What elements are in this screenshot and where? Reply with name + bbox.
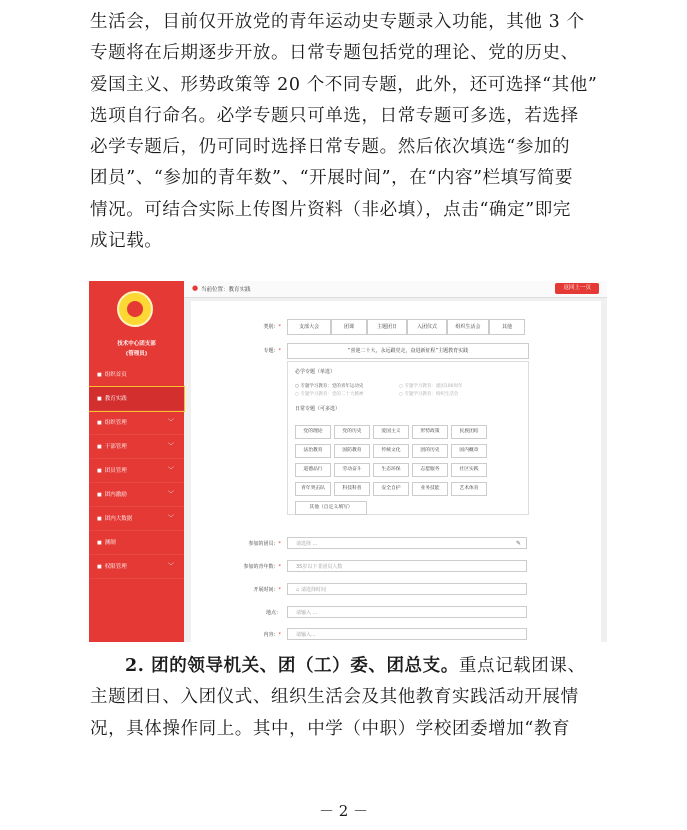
org-role: (管理员) [125, 351, 148, 357]
type-option[interactable]: 团课 [331, 319, 367, 335]
content-textarea[interactable]: 请输入... [287, 628, 527, 640]
text-line: 情况。可结合实际上传图片资料（非必填），点击“确定”即完 [90, 199, 571, 220]
required-option[interactable]: ○ 专题学习教育：党的二十大精神 [295, 392, 364, 397]
calendar-icon: ▫ [296, 587, 301, 593]
subject-field[interactable]: “喜迎二十大，永远跟党走，奋进新征程”主题教育实践 [287, 343, 529, 359]
required-topic-title: 必学专题（单选） [295, 369, 336, 375]
edit-icon[interactable]: ✎ [515, 540, 521, 547]
paragraph-1 [90, 7, 602, 257]
daily-tag[interactable]: 安全自护 [373, 482, 409, 496]
back-button[interactable]: 返回上一页 [555, 283, 599, 294]
sidebar-item-permission[interactable]: ■ 权限管理 ﹀ [89, 555, 184, 579]
chart-icon: ■ [97, 420, 102, 426]
daily-tag[interactable]: 道德品行 [295, 463, 331, 477]
text-line: 2. 团的领导机关、团（工）委、团总支。重点记载团课、 [125, 656, 586, 676]
daily-tag[interactable]: 生态环保 [373, 463, 409, 477]
daily-tag[interactable]: 国内概章 [451, 444, 487, 458]
youth-label: 参加的青年数：* [243, 564, 281, 570]
page-number: － 2 － [318, 802, 369, 820]
sidebar-item-home[interactable]: ■ 组织首页 [89, 363, 184, 387]
daily-tag[interactable]: 形势政策 [412, 425, 448, 439]
members-label: 参加的团员：* [248, 541, 281, 547]
embedded-screenshot [89, 281, 607, 642]
sidebar-item-system[interactable]: ■ 测制 [89, 531, 184, 555]
daily-tag[interactable]: 爱国主义 [373, 425, 409, 439]
text-line: 爱国主义、形势政策等 20 个不同专题，此外，还可选择“其他” [90, 74, 598, 95]
type-option[interactable]: 其他 [489, 319, 525, 335]
daily-tag[interactable]: 国防教育 [334, 444, 370, 458]
sidebar-item-incentive[interactable]: ■ 团内激励 ﹀ [89, 483, 184, 507]
daily-tag[interactable]: 民族团结 [451, 425, 487, 439]
org-name: 技术中心团支部 [117, 341, 156, 347]
text-line: 专题将在后期逐步开放。日常专题包括党的理论、党的历史、 [90, 43, 579, 64]
folder-icon: ■ [97, 516, 102, 522]
daily-tag[interactable]: 社区实践 [451, 463, 487, 477]
chevron-down-icon: ﹀ [167, 491, 174, 498]
type-option[interactable]: 支部大会 [287, 319, 331, 335]
type-option[interactable]: 主题团日 [367, 319, 407, 335]
time-label: 开展时间：* [253, 587, 281, 593]
sidebar-item-member[interactable]: ■ 团员管理 ﹀ [89, 459, 184, 483]
place-input[interactable]: 请输入 ... [287, 606, 527, 618]
sidebar-item-education[interactable]: ■ 教育实践 [89, 387, 184, 411]
section-heading: 2. 团的领导机关、团（工）委、团总支。 [125, 656, 459, 676]
daily-topic-title: 日常专题（可多选） [295, 406, 341, 412]
chevron-down-icon: ﹀ [167, 419, 174, 426]
daily-tag[interactable]: 传统文化 [373, 444, 409, 458]
text-line: 况，具体操作同上。其中，中学（中职）学校团委增加“教育 [90, 718, 571, 739]
chevron-down-icon: ﹀ [167, 563, 174, 570]
daily-tag[interactable]: 艺术体育 [451, 482, 487, 496]
chart-icon: ■ [97, 492, 102, 498]
place-label: 地点： [265, 610, 281, 616]
home-icon: ■ [97, 540, 102, 546]
chevron-down-icon: ﹀ [167, 515, 174, 522]
required-option[interactable]: ○ 专题学习教育：组织生活会 [399, 392, 459, 397]
league-emblem-icon [117, 291, 153, 327]
daily-tag[interactable]: 青年突击队 [295, 482, 331, 496]
home-icon: ■ [97, 372, 102, 378]
daily-tag[interactable]: 党的历史 [334, 425, 370, 439]
type-option[interactable]: 组织生活会 [447, 319, 489, 335]
sidebar [89, 281, 184, 642]
daily-tag[interactable]: 志愿服务 [412, 463, 448, 477]
text-line: 成记载。 [90, 231, 163, 252]
required-option[interactable]: ○ 专题学习教育：建团100周年 [399, 384, 463, 389]
daily-tag[interactable]: 法治教育 [295, 444, 331, 458]
users-icon: ■ [97, 564, 102, 570]
sidebar-item-cadre[interactable]: ■ 干部管理 ﹀ [89, 435, 184, 459]
youth-count-input[interactable]: 35岁以下非团员人数 [287, 560, 527, 572]
required-option[interactable]: ○ 专题学习教育：党的青年运动史 [295, 384, 364, 389]
members-select[interactable]: 请选择 ... ✎ [287, 537, 527, 549]
type-option[interactable]: 入团仪式 [407, 319, 447, 335]
daily-tag-other[interactable]: 其他（自定义填写） [295, 501, 367, 515]
content-label: 内容：* [263, 632, 281, 638]
time-picker[interactable]: ▫ 请选择时间 [287, 583, 527, 595]
daily-tag[interactable]: 业务技能 [412, 482, 448, 496]
text-line: 主题团日、入团仪式、组织生活会及其他教育实践活动开展情 [90, 687, 579, 708]
paragraph-2 [90, 651, 602, 745]
text-line: 选项自行命名。必学专题只可单选，日常专题可多选，若选择 [90, 105, 579, 126]
sidebar-item-bigdata[interactable]: ■ 团内大数据 ﹀ [89, 507, 184, 531]
type-label: 类别：* [263, 324, 281, 330]
breadcrumb: ● 当前位置：教育实践 [192, 284, 251, 293]
text-line: 必学专题后，仍可同时选择日常专题。然后依次填选“参加的 [90, 137, 571, 158]
daily-tag[interactable]: 党的理论 [295, 425, 331, 439]
daily-tag[interactable]: 团的历史 [412, 444, 448, 458]
daily-tag[interactable]: 劳动奋斗 [334, 463, 370, 477]
chevron-down-icon: ﹀ [167, 467, 174, 474]
daily-tag[interactable]: 科技科普 [334, 482, 370, 496]
users-icon: ■ [97, 444, 102, 450]
chevron-down-icon: ﹀ [167, 443, 174, 450]
text-line: 团员”、“参加的青年数”、“开展时间”，在“内容”栏填写简要 [90, 168, 574, 189]
users-icon: ■ [97, 468, 102, 474]
sidebar-item-org[interactable]: ■ 组织管理 ﹀ [89, 411, 184, 435]
text-line: 生活会，目前仅开放党的青年运动史专题录入功能，其他 3 个 [90, 12, 585, 32]
location-pin-icon: ● [192, 284, 199, 292]
folder-icon: ■ [97, 396, 102, 402]
sidebar-menu [89, 363, 184, 579]
subject-label: 专题：* [263, 348, 281, 354]
top-bar [184, 281, 607, 298]
